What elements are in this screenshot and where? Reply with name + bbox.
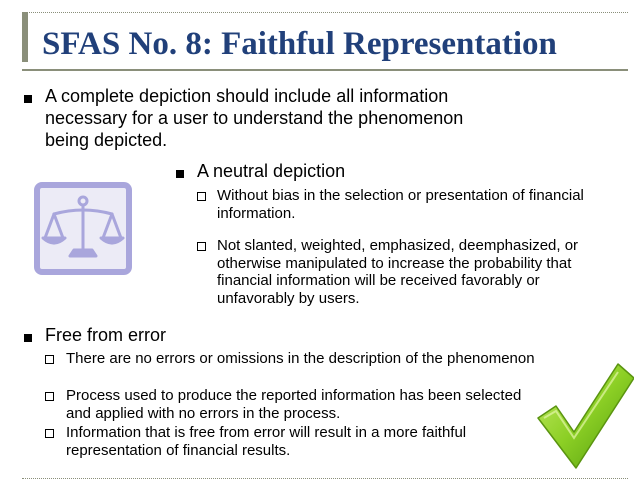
balance-scale-icon bbox=[34, 182, 132, 275]
checkbox-bullet bbox=[45, 355, 54, 364]
neutral-subitem-slanted: Not slanted, weighted, emphasized, deemphasized, or otherwise manipulated to increase the probability that financial information will be received favorably or unfavorably by users. bbox=[217, 237, 579, 307]
slide-title: SFAS No. 8: Faithful Representation bbox=[42, 26, 557, 62]
error-subitem-process: Process used to produce the reported information has been selected and applied with no errors in the process. bbox=[66, 387, 522, 422]
error-subitem-faithful: Information that is free from error will result in a more faithful representation of financial results. bbox=[66, 424, 467, 459]
bullet-marker bbox=[24, 95, 32, 103]
bullet-free-from-error: Free from error bbox=[45, 325, 167, 345]
checkbox-bullet bbox=[197, 192, 206, 201]
bullet-neutral-depiction: A neutral depiction bbox=[197, 161, 346, 181]
top-rule bbox=[22, 12, 628, 13]
title-accent-bar bbox=[22, 12, 28, 62]
error-subitem-omissions: There are no errors or omissions in the description of the phenomenon bbox=[66, 350, 535, 367]
neutral-subitem-bias: Without bias in the selection or presentation of financial information. bbox=[217, 187, 584, 222]
checkmark-icon bbox=[534, 360, 638, 472]
checkbox-bullet bbox=[197, 242, 206, 251]
title-underline bbox=[22, 69, 628, 71]
bullet-marker bbox=[24, 334, 32, 342]
bullet-complete-depiction: A complete depiction should include all information necessary for a user to understand the phenomenon being depicted. bbox=[45, 86, 464, 150]
checkbox-bullet bbox=[45, 392, 54, 401]
bullet-marker bbox=[176, 170, 184, 178]
checkbox-bullet bbox=[45, 429, 54, 438]
